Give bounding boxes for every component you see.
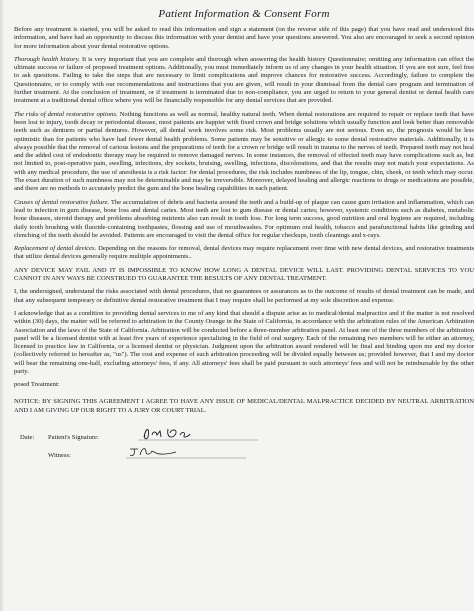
risks-lead: The risks of dental restorative options. [14,110,118,118]
replacement-lead: Replacement of dental devices. [14,245,97,253]
replacement-body: Depending on the reasons for removal, dental devices may require replacement over time with new dental devices, and restorative treatments that utilize dental devices generally require multiple appointments.. [14,245,474,261]
form-title: Patient Information & Consent Form [158,8,330,20]
causes-lead: Causes of dental restorative failure. [14,198,110,206]
witness-signature-row [36,441,474,459]
date-label: Date: [20,433,35,441]
scan-edge-shadow [0,0,4,611]
risks-paragraph [14,111,474,194]
intro-paragraph: Before any treatment is started, you will be asked to read this information and sign a statement (on the reverse side of this page) that you have read and understood this information, and have had an opportunity to discuss this information with your dentist and have your questions answered. You also are encouraged to seek a second opinion for more information about your dental restorative options. [14,26,474,50]
replacement-paragraph [14,245,474,262]
risks-body: Nothing functions as well as normal, healthy natural teeth. When dental restorations are required to repair or replace teeth that have been lost to injury, tooth decay or periodontal disease, most patients are happier with fixed crown and bridge solutions which usually function and look better than removable teeth such as dentures or partial dentures. However, all dental work involves some risk. Most problems usually are not serious. Even so, the prognosis would be less optimistic than for patients who have had fewer dental health problems. Some patients may be sensitive or allergic to some dental restorative materials. Additionally, it is always possible that the removal of carious lesions and the preparations of teeth for a crown or bridge will result in trauma to the nerves of teeth. Prepared teeth may not heal and the added cost of endodontic therapy may be required to remove damaged nerves. In some instances, the removal of effected teeth may have complications such as, but not limited to, post-operative pain, swelling, infections, dry sockets, bruising, swelling, infections, discolorations, and that the results may not match your expectations. As with any medical procedure, the use of anesthesia is a risk factor: for dental procedures, the risk includes numbness of the lip, tongue, chin, cheek, or teeth which may occur. The exact duration of such numbness may not be determinable and may be irreversible. Moreover, delayed healing and allergic reactions to drugs or medications are possible, and there are no methods to accurately predict the gum and the bone healing capabilities in each patient. [14,110,474,193]
arbitration-paragraph: I acknowledge that as a condition to providing dental services to me of any kind that should a dispute arise as to medical/dental malpractice and if the matter is not resolved within (30) days, the matter will be referred to arbitration in the County Orange in the State of California, in accordance with the arbitration rules of the American Arbitration Association and the laws of the State of California. Arbitration will be conducted before a three-member arbitration panel. At least one of the three members of the arbitration panel will be a licensed dentist with at least five years of experience specializing in the field of oral surgery. Each of the remaining two members will be either an attorney, licensed to practice law in California, or a licensed dentist or physician. Judgment upon the arbitration award rendered will be final and binding upon me and my doctor (collectively referred to hereafter as, "us"). The cost and expense of such arbitration proceeding will be divided equally between us; provided however, that I and my doctor will bear the remaining one-half, excluding attorneys' fees, if any. All attorneys' fees shall be paid pursuant to such attorneys' fees and will not be reimbursable by the other party. [14,309,474,375]
understanding-paragraph: I, the undersigned, understand the risks associated with dental procedures, that no guarantees or assurances as to the outcome of results of dental treatment can be made, and that any subsequent temporary or definitive dental restorative treatment that I may require shall be performed at my sole discretion and expense. [14,288,474,304]
patient-signature-row [20,423,474,441]
notice-paragraph: NOTICE: BY SIGNING THIS AGREEMENT I AGREE TO HAVE ANY ISSUE OF MEDICAL/DENTAL MALPRACTICE DECIDED BY NEUTRAL ARBITRATION AND I AM GIVING UP OUR RIGHT TO A JURY OR COURT TRIAL. [14,398,474,414]
witness-label: Witness: [48,451,71,459]
causes-body: The accumulation of debris and bacteria around the teeth and a build-up of plaque can cause gum irritation and inflammation, which can lead to infection in gum disease, bone loss and dental caries. Most teeth are lost to gum disease or dental caries; however, systemic conditions such as diabetes, metabolic bone diseases, steroid therapy and problems absorbing nutrients also can result in tooth loss. For long term success, good nutrition and oral hygiene are required, including daily tooth brushing with fluoride-containing toothpastes, flossing and use of mouthwashes. For optimum oral health, tobacco and parafunctional habits like grinding and clenching of the teeth should be avoided. Patients are encouraged to visit the dental office for regular checkups, tooth cleanings and x-rays. [14,198,474,239]
warning-paragraph: ANY DEVICE MAY FAIL AND IT IS IMPOSSIBLE TO KNOW HOW LONG A DENTAL DEVICE WILL LAST. PROVIDING DENTAL SERVICES TO YOU CANNOT IN ANY WAYS BE CONSTRUED TO GUARANTEE THE RESULTS OF ANY DENTAL TREATMENT. [14,266,474,283]
witness-signature-field[interactable] [126,443,246,459]
health-history-body: It is very important that you are complete and thorough when answering the health history Questionnaire; omitting any information can effect the ultimate success or failure of proposed treatment options. Additionally, you must immediately inform us of any changes in your health situation. If you are not sure, feel free to ask questions. Failing to take the steps that are necessary to limit complications and improve chances for restorative success. Accordingly, failure to complete the Questionnaire, or to comply with our recommendations and instructions that you are given, will result in your dismissal from the dental care program and termination of further treatment. At the conclusion of treatment, or if treatment is terminated due to non-compliance, you are urged to return to your general dentist or dental health care treatment at a traditional dental office where you will be financially responsible for any dental services that are provided. [14,55,474,105]
health-history-lead: Thorough health history. [14,55,80,63]
health-history-paragraph [14,56,474,106]
causes-paragraph [14,199,474,240]
patient-signature-scribble [138,425,258,441]
witness-signature-scribble [126,443,246,459]
proposed-treatment-label: posed Treatment: [14,381,60,389]
patient-signature-label: Patient's Signature: [48,433,99,441]
patient-signature-field[interactable] [138,425,258,441]
